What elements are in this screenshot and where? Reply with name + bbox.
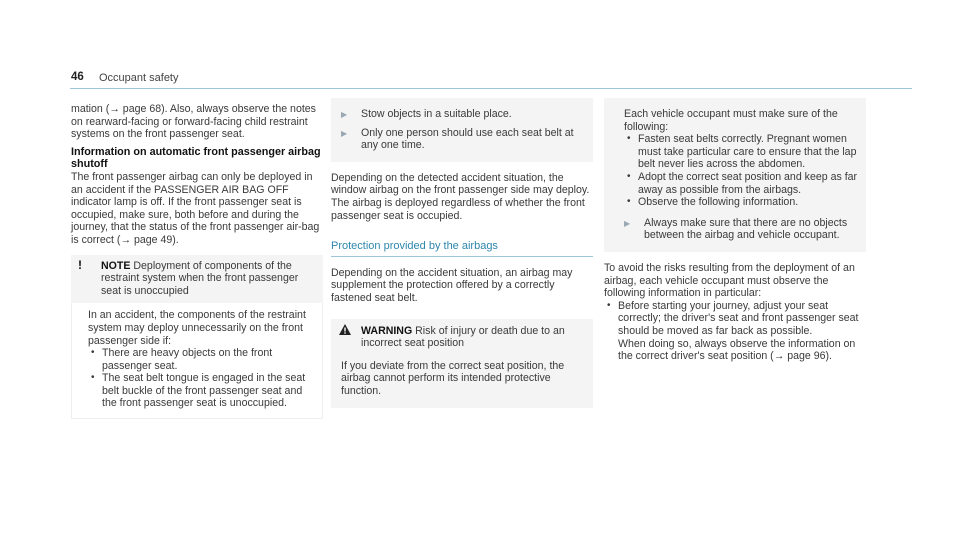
note-box bbox=[71, 255, 323, 420]
warning-body bbox=[331, 356, 593, 408]
list-item: • Before starting your journey, adjust your seat correctly; the driver's seat and front passenger seat should be moved as far back as possible. bbox=[607, 299, 859, 337]
step-item: ▶ Only one person should use each seat belt at any one time. bbox=[341, 126, 574, 152]
column-3 bbox=[604, 98, 866, 363]
list-item: • Observe the following information. bbox=[627, 196, 799, 209]
body-bullets bbox=[604, 300, 866, 338]
note-header bbox=[71, 255, 323, 304]
body-paragraph: The front passenger airbag can only be deployed in an accident if the PASSENGER AIR BAG OFF indicator lamp is off. If the front passenger seat is occupied, make sure, both before and during the journey, that the status of the front passenger air-bag is correct (→ page 49). bbox=[71, 170, 320, 246]
info-box bbox=[604, 98, 866, 252]
note-body-text: In an accident, the components of the restraint system may deploy unnecessarily on the front passenger side if: bbox=[88, 309, 306, 347]
section-title: Protection provided by the airbags bbox=[331, 240, 498, 253]
warning-body-text: If you deviate from the correct seat position, the airbag cannot perform its intended protective function. bbox=[341, 359, 565, 397]
page-title: Occupant safety bbox=[99, 72, 179, 84]
heading-line-1: Information on automatic front passenger airbag bbox=[71, 145, 321, 158]
list-item: • Adopt the correct seat position and keep as far away as possible from the airbags. bbox=[627, 170, 858, 196]
list-item: • Fasten seat belts correctly. Pregnant women must take particular care to ensure that the lap belt never lies across the abdomen. bbox=[627, 133, 857, 171]
heading-line-2: shutoff bbox=[71, 158, 108, 171]
warning-box bbox=[331, 319, 593, 408]
warning-label: WARNING bbox=[361, 324, 413, 337]
note-body bbox=[71, 303, 323, 419]
list-item: • The seat belt tongue is engaged in the seat belt buckle of the front passenger seat and the front passenger seat is unoccupied. bbox=[91, 372, 306, 410]
bullet-dot-icon: • bbox=[607, 299, 611, 311]
list-item: • There are heavy objects on the front passenger seat. bbox=[91, 347, 273, 372]
step-item: ▶ Always make sure that there are no objects between the airbag and vehicle occupant. bbox=[624, 216, 848, 242]
column-2 bbox=[331, 98, 593, 408]
bullet-dot-icon: • bbox=[627, 170, 631, 182]
bullet-dot-icon: • bbox=[627, 133, 631, 145]
box-intro: Each vehicle occupant must make sure of the following: bbox=[624, 108, 838, 133]
bullet-dot-icon: • bbox=[91, 372, 95, 384]
bullet-dot-icon: • bbox=[627, 196, 631, 208]
page-number: 46 bbox=[71, 71, 84, 83]
warning-triangle-icon bbox=[339, 324, 351, 339]
header-rule bbox=[70, 88, 912, 89]
column-1 bbox=[71, 103, 323, 419]
body-paragraph: Depending on the accident situation, an airbag may supplement the protection offered by a correctly fastened seat belt. bbox=[331, 266, 573, 304]
steps-box bbox=[331, 98, 593, 162]
warning-head-text: Risk of injury or death due to an incorrect seat position bbox=[361, 324, 565, 350]
bullet-dot-icon: • bbox=[91, 347, 95, 359]
body-paragraph: Depending on the detected accident situation, the window airbag on the front passenger side may deploy. The airbag is deployed regardless of whether the front passenger seat is occupied. bbox=[331, 171, 590, 222]
note-bullets bbox=[88, 347, 314, 410]
section-rule bbox=[331, 256, 593, 257]
body-paragraph: To avoid the risks resulting from the deployment of an airbag, each vehicle occupant must observe the following information in particular: bbox=[604, 261, 855, 300]
intro-paragraph: mation (→ page 68). Also, always observe the notes on rearward-facing or forward-facing child restraint systems on the front passenger seat. bbox=[71, 103, 316, 141]
bullet-followup: When doing so, always observe the information on the correct driver's seat position (→ page 96). bbox=[618, 337, 856, 363]
note-label: NOTE bbox=[101, 259, 131, 272]
warning-header bbox=[331, 319, 593, 356]
note-head-text: Deployment of components of the restraint system when the front passenger seat is unoccupied bbox=[101, 259, 299, 297]
triangle-right-icon: ▶ bbox=[341, 110, 348, 119]
exclamation-icon: ! bbox=[78, 257, 82, 272]
step-item: ▶ Stow objects in a suitable place. bbox=[341, 108, 512, 120]
triangle-right-icon: ▶ bbox=[341, 128, 348, 138]
triangle-right-icon: ▶ bbox=[624, 218, 631, 228]
section-heading bbox=[71, 146, 323, 171]
box-bullets bbox=[614, 133, 858, 209]
